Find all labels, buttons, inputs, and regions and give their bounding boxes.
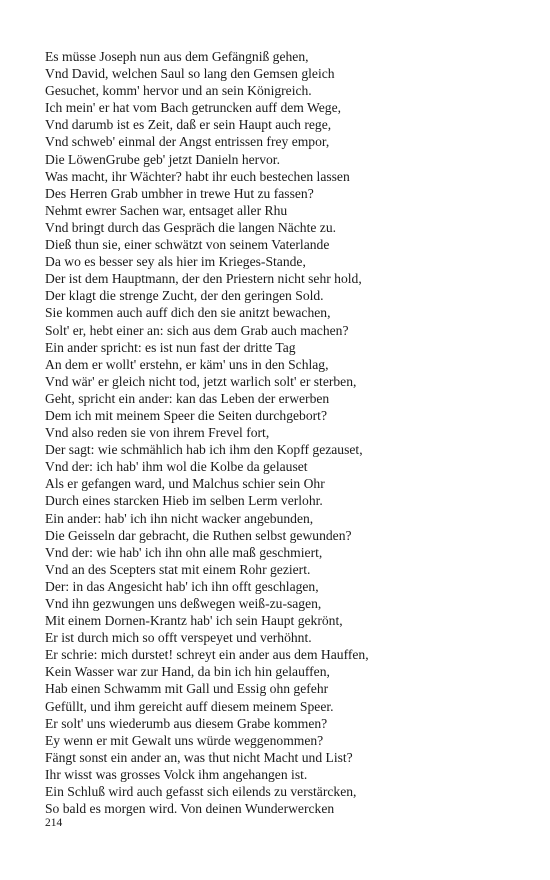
poem-line: Ey wenn er mit Gewalt uns würde weggenommen? xyxy=(45,732,324,748)
poem-line: Der: in das Angesicht hab' ich ihn offt geschlagen, xyxy=(45,578,319,594)
poem-line: Ein ander spricht: es ist nun fast der dritte Tag xyxy=(45,339,296,355)
poem-line: An dem er wollt' erstehn, er käm' uns in den Schlag, xyxy=(45,356,329,372)
poem-text xyxy=(45,48,369,817)
poem-line: Vnd David, welchen Saul so lang den Gemsen gleich xyxy=(45,66,335,82)
poem-line: Vnd wär' er gleich nicht tod, jetzt warlich solt' er sterben, xyxy=(45,373,357,389)
poem-line: Es müsse Joseph nun aus dem Gefängniß gehen, xyxy=(45,49,309,64)
poem-line: So bald es morgen wird. Von deinen Wunderwercken xyxy=(45,801,335,817)
poem-line: Vnd an des Scepters stat mit einem Rohr geziert. xyxy=(45,561,311,577)
poem-line: Als er gefangen ward, und Malchus schier sein Ohr xyxy=(45,476,325,492)
poem-line: Der ist dem Hauptmann, der den Priestern nicht sehr hold, xyxy=(45,271,362,287)
poem-line: Ein Schluß wird auch gefasst sich eilends zu verstärcken, xyxy=(45,784,357,800)
poem-line: Ich mein' er hat vom Bach getruncken auff dem Wege, xyxy=(45,100,342,116)
poem-line: Vnd bringt durch das Gespräch die langen Nächte zu. xyxy=(45,219,337,235)
page-number: 214 xyxy=(45,817,63,829)
poem-line: Dieß thun sie, einer schwätzt von seinem Vaterlande xyxy=(45,237,330,253)
poem-line: Gefüllt, und ihm gereicht auff diesem meinem Speer. xyxy=(45,698,334,714)
poem-line: Vnd ihn gezwungen uns deßwegen weiß-zu-sagen, xyxy=(45,596,322,611)
poem-line: Vnd also reden sie von ihrem Frevel fort, xyxy=(45,425,270,441)
poem-line: Mit einem Dornen-Krantz hab' ich sein Haupt gekrönt, xyxy=(45,613,343,629)
poem-line: Nehmt ewrer Sachen war, entsaget aller Rhu xyxy=(45,202,288,218)
poem-line: Vnd schweb' einmal der Angst entrissen frey empor, xyxy=(45,134,330,150)
poem-line: Was macht, ihr Wächter? habt ihr euch bestechen lassen xyxy=(45,168,350,184)
poem-line: Fängt sonst ein ander an, was thut nicht Macht und List? xyxy=(45,749,353,765)
poem-line: Ihr wisst was grosses Volck ihm angehangen ist. xyxy=(45,766,308,782)
poem-line: Sie kommen auch auff dich den sie anitzt bewachen, xyxy=(45,305,331,321)
poem-line: Er schrie: mich durstet! schreyt ein ander aus dem Hauffen, xyxy=(45,647,369,663)
poem-line: Die LöwenGrube geb' jetzt Danieln hervor. xyxy=(45,151,280,167)
poem-line: Gesuchet, komm' hervor und an sein Königreich. xyxy=(45,83,312,99)
poem-line: Vnd der: ich hab' ihm wol die Kolbe da gelauset xyxy=(45,459,308,475)
poem-line: Vnd darumb ist es Zeit, daß er sein Haupt auch rege, xyxy=(45,117,332,133)
poem-line: Er ist durch mich so offt verspeyet und verhöhnt. xyxy=(45,630,312,646)
poem-line: Vnd der: wie hab' ich ihn ohn alle maß geschmiert, xyxy=(45,544,323,560)
poem-line: Durch eines starcken Hieb im selben Lerm verlohr. xyxy=(45,493,323,509)
poem-line: Kein Wasser war zur Hand, da bin ich hin gelauffen, xyxy=(45,664,330,680)
poem-line: Er solt' uns wiederumb aus diesem Grabe kommen? xyxy=(45,715,328,731)
poem-line: Der klagt die strenge Zucht, der den geringen Sold. xyxy=(45,288,324,304)
poem-line: Hab einen Schwamm mit Gall und Essig ohn gefehr xyxy=(45,681,329,697)
poem-line: Solt' er, hebt einer an: sich aus dem Grab auch machen? xyxy=(45,322,349,338)
poem-line: Geht, spricht ein ander: kan das Leben der erwerben xyxy=(45,390,330,406)
poem-line: Des Herren Grab umbher in trewe Hut zu fassen? xyxy=(45,185,314,201)
poem-line: Dem ich mit meinem Speer die Seiten durchgebort? xyxy=(45,407,327,423)
poem-line: Da wo es besser sey als hier im Krieges-Stande, xyxy=(45,254,306,270)
poem-line: Ein ander: hab' ich ihn nicht wacker angebunden, xyxy=(45,510,314,526)
poem-line: Die Geisseln dar gebracht, die Ruthen selbst gewunden? xyxy=(45,527,352,543)
poem-line: Der sagt: wie schmählich hab ich ihm den Kopff gezauset, xyxy=(45,442,363,458)
